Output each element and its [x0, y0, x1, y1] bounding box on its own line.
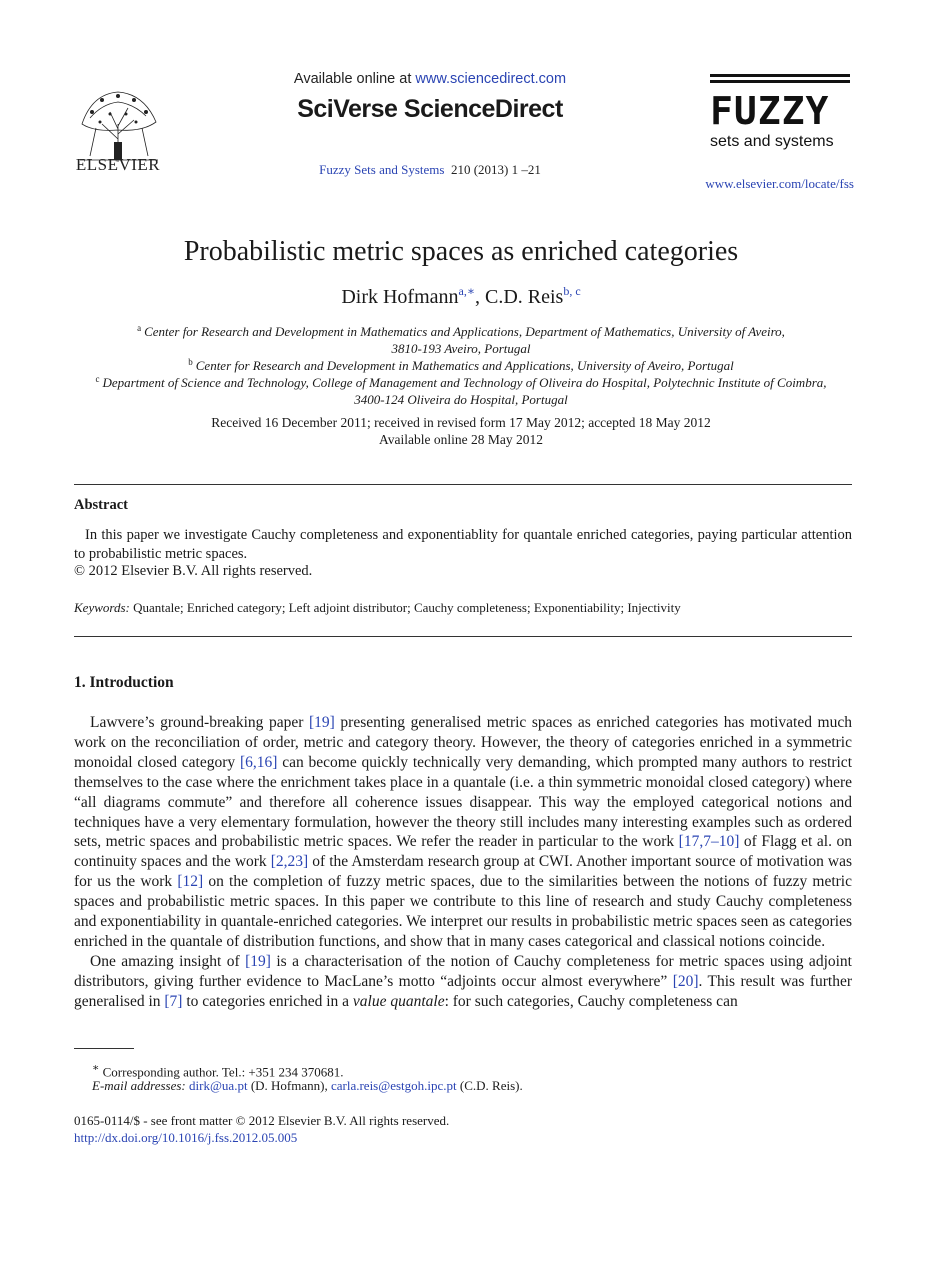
affiliation	[60, 320, 862, 357]
abstract-copyright: © 2012 Elsevier B.V. All rights reserved.	[74, 563, 313, 579]
affiliation	[60, 371, 862, 408]
section-heading: 1. Introduction	[74, 674, 174, 691]
author-list	[0, 284, 922, 309]
volume-pages: 210 (2013) 1 –21	[450, 162, 541, 177]
abstract-text: In this paper we investigate Cauchy completeness and exponentiablity for quantale enriched categories, paying particular attention to probabilistic metric spaces.	[74, 527, 852, 562]
available-online-date: Available online 28 May 2012	[379, 432, 543, 447]
body-text: presenting generalised metric spaces as enriched categories has motivated much work on the reconciliation of order, metric and category theory. However, the theory of categories enriched in a symmetric monoidal closed category	[74, 714, 852, 771]
email-owner: (D. Hofmann),	[247, 1078, 331, 1093]
author-affiliation-marks[interactable]: b, c	[563, 284, 581, 298]
available-online	[230, 71, 630, 87]
citation-link[interactable]: [12]	[177, 873, 204, 891]
section-body	[74, 713, 852, 1012]
affiliation-mark: c	[95, 374, 100, 384]
affiliation-text: 3810-193 Aveiro, Portugal	[391, 341, 531, 356]
body-text: is a characterisation of the notion of Cauchy completeness for metric spaces using adjoint distributors, giving further evidence to MacLane’s motto “adjoints occur almost everywhere”	[74, 952, 852, 990]
author-separator: ,	[475, 286, 485, 308]
journal-citation	[230, 162, 630, 178]
sciencedirect-link[interactable]: www.sciencedirect.com	[415, 71, 567, 87]
journal-logo-title: FUZZY	[710, 89, 830, 133]
available-prefix: Available online at	[293, 71, 416, 87]
paragraph	[74, 713, 852, 952]
affiliation-text: Center for Research and Development in Mathematics and Applications, University of Aveiro, Portugal	[195, 358, 734, 373]
divider	[74, 484, 852, 485]
paragraph	[74, 952, 852, 1012]
affiliation-text: Department of Science and Technology, College of Management and Technology of Oliveira do Hospital, Polytechnic Institute of Coimbra,	[102, 375, 827, 390]
email-link[interactable]: carla.reis@estgoh.ipc.pt	[330, 1078, 457, 1093]
keywords-list: Quantale; Enriched category; Left adjoint distributor; Cauchy completeness; Exponentiability; Injectivity	[133, 600, 681, 615]
author-name[interactable]: Dirk Hofmann	[341, 286, 459, 308]
journal-homepage-link[interactable]: www.elsevier.com/locate/fss	[705, 176, 854, 191]
email-link[interactable]: dirk@ua.pt	[189, 1078, 248, 1093]
abstract-heading: Abstract	[74, 497, 128, 513]
email-owner: (C.D. Reis).	[456, 1078, 523, 1093]
received-dates: Received 16 December 2011; received in revised form 17 May 2012; accepted 18 May 2012	[211, 415, 711, 430]
body-text: to categories enriched in a	[182, 992, 353, 1010]
body-text: : for such categories, Cauchy completeness can	[444, 992, 738, 1010]
citation-link[interactable]: [19]	[245, 952, 271, 970]
footnote-mark: ∗	[92, 1062, 100, 1074]
author-name[interactable]: C.D. Reis	[485, 286, 564, 308]
affiliation-text: 3400-124 Oliveira do Hospital, Portugal	[354, 392, 568, 407]
email-label: E-mail addresses:	[92, 1078, 186, 1093]
email-footnote	[74, 1078, 523, 1094]
affiliation-mark: a	[137, 323, 142, 333]
citation-link[interactable]: [6,16]	[239, 753, 278, 771]
issn-line: 0165-0114/$ - see front matter © 2012 Elsevier B.V. All rights reserved.	[74, 1113, 450, 1128]
keywords	[74, 600, 852, 616]
body-text: of the Amsterdam research group at CWI. Another important source of motivation was for us the work	[74, 853, 852, 891]
affiliation-text: Center for Research and Development in Mathematics and Applications, Department of Mathematics, University of Aveiro,	[144, 324, 785, 339]
body-text: One amazing insight of	[90, 952, 246, 970]
affiliation-mark: b	[188, 357, 193, 367]
citation-link[interactable]: [20]	[672, 972, 699, 990]
body-text: Lawvere’s ground-breaking paper	[90, 714, 310, 731]
body-text: . This result was further generalised in	[74, 972, 852, 1010]
citation-link[interactable]: [17,7–10]	[678, 833, 740, 851]
article-title: Probabilistic metric spaces as enriched categories	[183, 236, 739, 267]
journal-logo-subtitle: sets and systems	[710, 133, 834, 150]
doi-link[interactable]: http://dx.doi.org/10.1016/j.fss.2012.05.005	[74, 1130, 298, 1145]
body-text: can become quickly technically very demanding, which prompted many authors to restrict themselves to the case where the enrichment takes place in a quantale (i.e. a thin symmetric monoidal closed category) where “all diagrams commute” and therefore all coherence issues disappear. This way the employed categorical notions and techniques have a very elementary formulation, however the theory still includes many interesting examples such as ordered sets, metric spaces and probabilistic metric spaces. We refer the reader in particular to the work	[74, 753, 852, 851]
publisher-name: ELSEVIER	[75, 155, 161, 174]
citation-link[interactable]: [2,23]	[270, 853, 309, 871]
journal-name-link[interactable]: Fuzzy Sets and Systems	[319, 162, 445, 177]
platform-logo: SciVerse ScienceDirect	[297, 95, 563, 123]
divider	[74, 636, 852, 637]
keywords-label: Keywords:	[74, 600, 130, 615]
journal-logo-rules	[710, 74, 850, 82]
footnote-divider	[74, 1048, 134, 1049]
footnote-text: Corresponding author. Tel.: +351 234 370681.	[102, 1064, 344, 1080]
author-affiliation-marks[interactable]: a,∗	[458, 284, 475, 298]
body-text: on the completion of fuzzy metric spaces, due to the similarities between the notions of fuzzy metric spaces and probabilistic metric spaces. In this paper we contribute to this line of research and study Cauchy completeness and exponentiability in quantale-enriched categories. We interpret our results in probabilistic metric spaces seen as categories enriched in the quantale of distribution functions, and show that in many cases categorical and classical notions coincide.	[74, 873, 852, 950]
emphasis-text: value quantale	[352, 992, 445, 1010]
citation-link[interactable]: [7]	[164, 992, 183, 1010]
citation-link[interactable]: [19]	[309, 714, 335, 731]
body-text: of Flagg et al. on continuity spaces and the work	[74, 833, 852, 871]
